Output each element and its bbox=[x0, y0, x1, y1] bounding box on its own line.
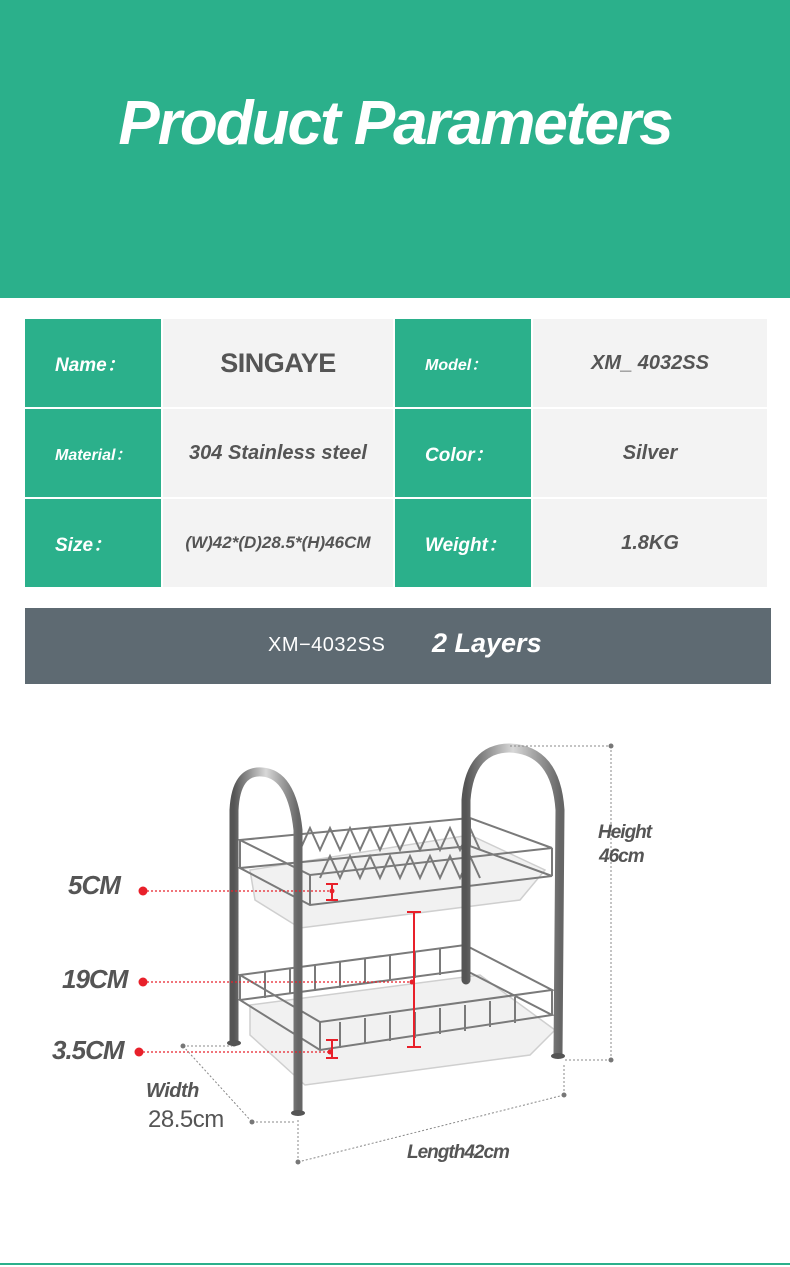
color-label: Color： bbox=[395, 409, 531, 497]
weight-label: Weight： bbox=[395, 499, 531, 587]
material-label: Material： bbox=[25, 409, 161, 497]
model-value: XM_ 4032SS bbox=[533, 319, 767, 407]
color-value: Silver bbox=[533, 409, 767, 497]
product-dimension-diagram bbox=[0, 700, 790, 1220]
header-banner bbox=[0, 0, 790, 298]
weight-value: 1.8KG bbox=[533, 499, 767, 587]
parameters-table bbox=[25, 319, 767, 587]
name-value: SINGAYE bbox=[163, 319, 393, 407]
banner-model-text: XM−4032SS bbox=[268, 634, 386, 656]
page-title: Product Parameters bbox=[118, 89, 672, 158]
model-banner bbox=[25, 608, 771, 684]
model-label: Model： bbox=[395, 319, 531, 407]
length-label: Length42cm bbox=[407, 1142, 509, 1163]
dish-rack-illustration bbox=[0, 700, 790, 1220]
height-label: Height bbox=[598, 822, 652, 843]
gap-middle-label: 19CM bbox=[62, 964, 128, 994]
width-value: 28.5cm bbox=[148, 1106, 224, 1133]
bottom-divider bbox=[0, 1263, 790, 1265]
height-value: 46cm bbox=[599, 846, 644, 867]
material-value: 304 Stainless steel bbox=[163, 409, 393, 497]
size-value: (W)42*(D)28.5*(H)46CM bbox=[163, 499, 393, 587]
gap-top-label: 5CM bbox=[68, 870, 120, 900]
name-label: Name： bbox=[25, 319, 161, 407]
gap-bottom-label: 3.5CM bbox=[52, 1035, 124, 1065]
banner-layers-text: 2 Layers bbox=[432, 628, 542, 658]
width-label: Width bbox=[146, 1080, 199, 1102]
size-label: Size： bbox=[25, 499, 161, 587]
